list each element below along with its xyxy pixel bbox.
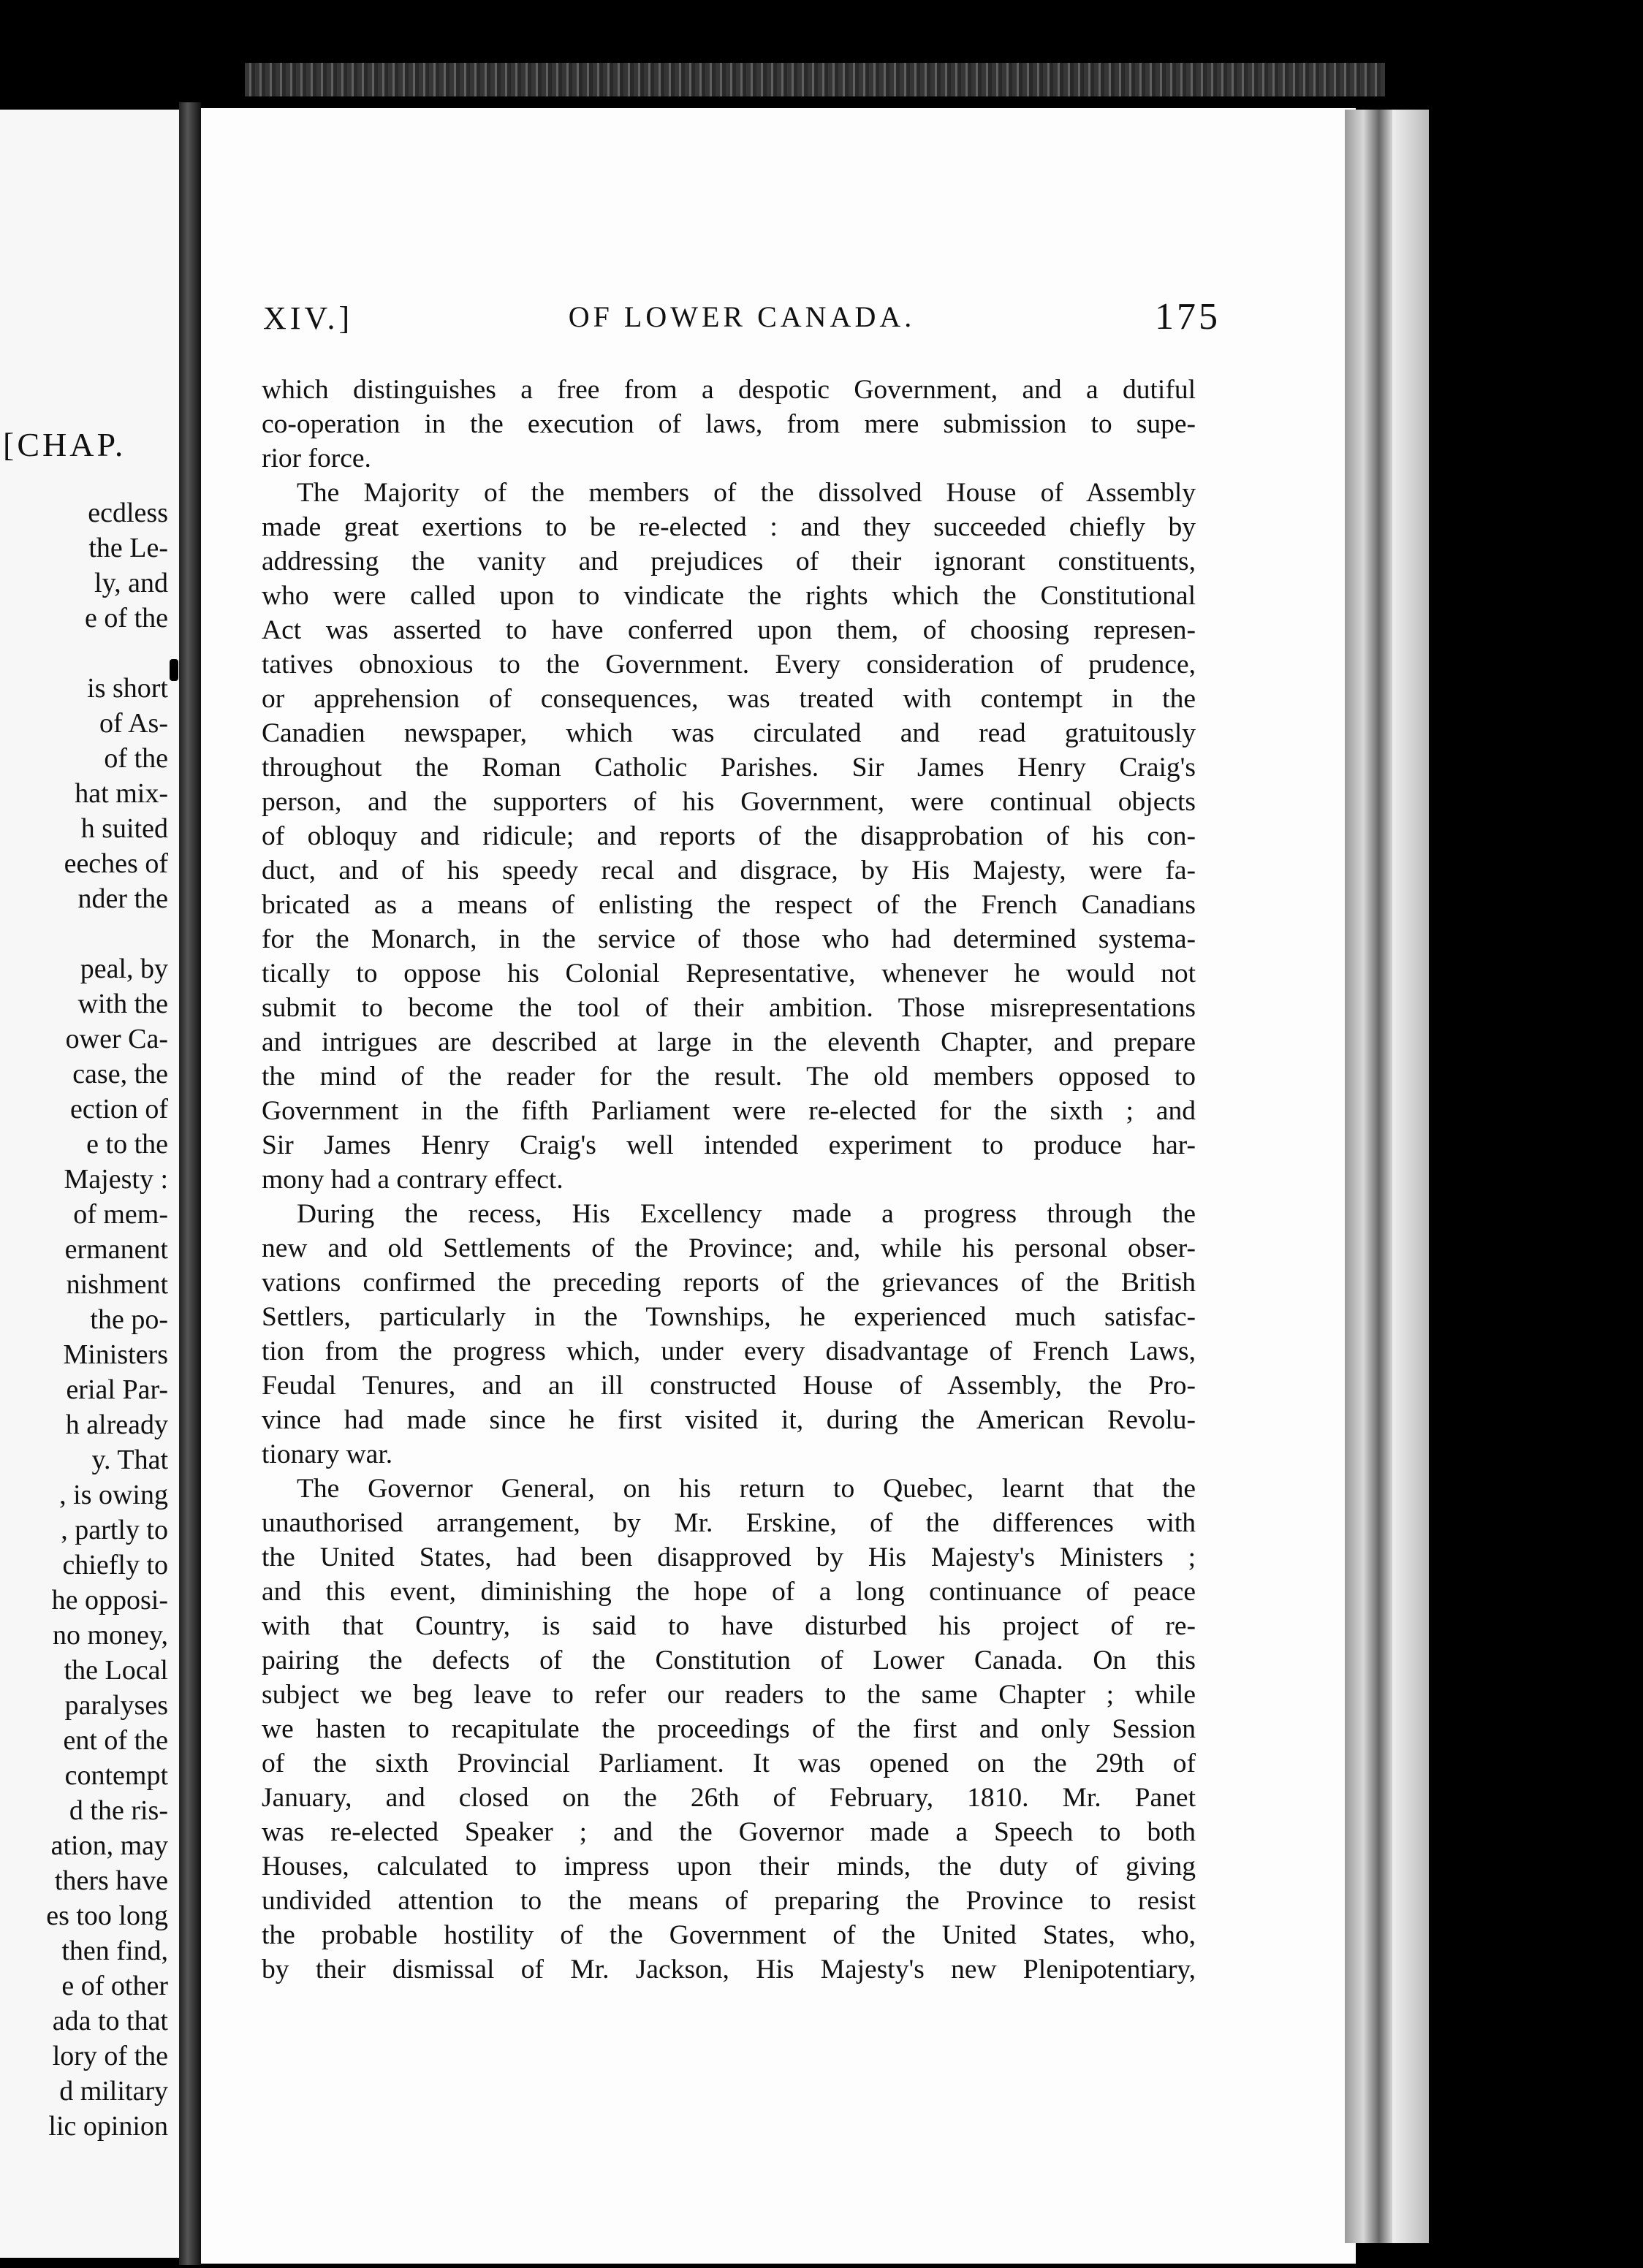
running-title: OF LOWER CANADA. bbox=[568, 300, 916, 333]
left-text-line: y. That bbox=[91, 1445, 168, 1475]
left-text-line: nishment bbox=[66, 1269, 168, 1300]
text-line: of obloquy and ridicule; and reports of the disapprobation of his con- bbox=[262, 821, 1196, 851]
text-line: Houses, calculated to impress upon their minds, the duty of giving bbox=[262, 1852, 1196, 1881]
left-page-text bbox=[0, 495, 168, 2144]
left-text-line: , partly to bbox=[61, 1515, 168, 1545]
left-page-header: [CHAP. bbox=[3, 426, 126, 463]
left-text-line: paralyses bbox=[64, 1690, 168, 1721]
body-text bbox=[262, 373, 1196, 1987]
left-text-line: ada to that bbox=[52, 2006, 168, 2036]
left-text-line: , is owing bbox=[59, 1480, 168, 1510]
page-edge-top bbox=[245, 63, 1385, 96]
left-text-line bbox=[0, 636, 168, 671]
text-line: undivided attention to the means of preparing the Province to resist bbox=[262, 1886, 1196, 1916]
left-text-line: is short bbox=[87, 673, 168, 704]
left-text-line: nder the bbox=[77, 883, 168, 914]
text-line: the United States, had been disapproved by His Majesty's Ministers ; bbox=[262, 1542, 1196, 1572]
left-text-line: e of the bbox=[85, 603, 168, 633]
text-line: Government in the fifth Parliament were re-elected for the sixth ; and bbox=[262, 1096, 1196, 1126]
left-text-line: the po- bbox=[90, 1304, 168, 1335]
text-line: bricated as a means of enlisting the respect of the French Canadians bbox=[262, 890, 1196, 920]
text-line: submit to become the tool of their ambition. Those misrepresentations bbox=[262, 993, 1196, 1023]
left-text-line: of the bbox=[104, 743, 168, 774]
left-text-line: ower Ca- bbox=[65, 1024, 168, 1054]
text-line: The Governor General, on his return to Quebec, learnt that the bbox=[297, 1474, 1196, 1504]
text-line: we hasten to recapitulate the proceedings of the first and only Session bbox=[262, 1714, 1196, 1744]
left-text-line: he opposi- bbox=[51, 1585, 168, 1616]
left-text-line: h suited bbox=[80, 813, 168, 844]
text-line: tionary war. bbox=[262, 1439, 393, 1469]
text-line: made great exertions to be re-elected : and they succeeded chiefly by bbox=[262, 512, 1196, 542]
left-text-line: e of other bbox=[61, 1971, 168, 2001]
left-text-line: lic opinion bbox=[48, 2111, 168, 2142]
left-text-line: chiefly to bbox=[62, 1550, 168, 1580]
left-text-line: eeches of bbox=[64, 848, 168, 879]
text-line: Act was asserted to have conferred upon them, of choosing represen- bbox=[262, 615, 1196, 645]
text-line: which distinguishes a free from a despotic Government, and a dutiful bbox=[262, 375, 1196, 405]
left-text-line: ent of the bbox=[63, 1725, 168, 1756]
text-line: unauthorised arrangement, by Mr. Erskine, of the differences with bbox=[262, 1508, 1196, 1538]
text-line: mony had a contrary effect. bbox=[262, 1165, 564, 1195]
left-text-line: Ministers bbox=[63, 1339, 168, 1370]
left-text-line: contempt bbox=[64, 1760, 168, 1791]
text-line: addressing the vanity and prejudices of their ignorant constituents, bbox=[262, 547, 1196, 576]
left-text-line: es too long bbox=[46, 1900, 168, 1931]
left-text-line: ection of bbox=[69, 1094, 168, 1125]
text-line: vations confirmed the preceding reports of the grievances of the British bbox=[262, 1268, 1196, 1298]
text-line: the mind of the reader for the result. The old members opposed to bbox=[262, 1062, 1196, 1092]
text-line: rior force. bbox=[262, 444, 371, 473]
left-text-line bbox=[0, 916, 168, 951]
ink-mark bbox=[170, 659, 178, 681]
left-text-line: case, the bbox=[72, 1059, 168, 1089]
left-text-line: erial Par- bbox=[66, 1374, 168, 1405]
text-line: or apprehension of consequences, was treated with contempt in the bbox=[262, 684, 1196, 714]
text-line: During the recess, His Excellency made a progress through the bbox=[297, 1199, 1196, 1229]
text-line: with that Country, is said to have disturbed his project of re- bbox=[262, 1611, 1196, 1641]
text-line: new and old Settlements of the Province; and, while his personal obser- bbox=[262, 1233, 1196, 1263]
left-text-line: ermanent bbox=[64, 1234, 168, 1265]
text-line: tatives obnoxious to the Government. Every consideration of prudence, bbox=[262, 650, 1196, 680]
text-line: throughout the Roman Catholic Parishes. Sir James Henry Craig's bbox=[262, 753, 1196, 783]
book-gutter bbox=[179, 102, 201, 2265]
text-line: was re-elected Speaker ; and the Governor made a Speech to both bbox=[262, 1817, 1196, 1847]
text-line: co-operation in the execution of laws, from mere submission to supe- bbox=[262, 409, 1196, 439]
left-text-line: e to the bbox=[86, 1129, 168, 1160]
text-line: Sir James Henry Craig's well intended experiment to produce har- bbox=[262, 1130, 1196, 1160]
text-line: tically to oppose his Colonial Representative, whenever he would not bbox=[262, 959, 1196, 989]
text-line: Canadien newspaper, which was circulated and read gratuitously bbox=[262, 718, 1196, 748]
text-line: tion from the progress which, under every disadvantage of French Laws, bbox=[262, 1336, 1196, 1366]
text-line: pairing the defects of the Constitution of Lower Canada. On this bbox=[262, 1645, 1196, 1675]
left-text-line: of As- bbox=[99, 708, 168, 739]
left-text-line: hat mix- bbox=[75, 778, 168, 809]
left-text-line: no money, bbox=[53, 1620, 168, 1651]
text-line: the probable hostility of the Government of the United States, who, bbox=[262, 1920, 1196, 1950]
left-text-line: with the bbox=[77, 989, 168, 1019]
text-line: subject we beg leave to refer our readers to the same Chapter ; while bbox=[262, 1680, 1196, 1710]
left-text-line: thers have bbox=[54, 1865, 168, 1896]
text-line: of the sixth Provincial Parliament. It was opened on the 29th of bbox=[262, 1748, 1196, 1778]
left-text-line: the Local bbox=[64, 1655, 168, 1686]
text-line: January, and closed on the 26th of February, 1810. Mr. Panet bbox=[262, 1783, 1196, 1813]
left-text-line: then find, bbox=[61, 1936, 168, 1966]
left-text-line: lory of the bbox=[52, 2041, 168, 2071]
text-line: person, and the supporters of his Government, were continual objects bbox=[262, 787, 1196, 817]
left-text-line: peal, by bbox=[80, 954, 168, 984]
left-text-line: the Le- bbox=[88, 533, 168, 563]
page-edges-outer bbox=[1392, 110, 1429, 2243]
text-line: and intrigues are described at large in the eleventh Chapter, and prepare bbox=[262, 1027, 1196, 1057]
text-line: Feudal Tenures, and an ill constructed House of Assembly, the Pro- bbox=[262, 1371, 1196, 1401]
page-number: 175 bbox=[1155, 296, 1221, 338]
left-text-line: ly, and bbox=[94, 568, 168, 598]
text-line: who were called upon to vindicate the rights which the Constitutional bbox=[262, 581, 1196, 611]
text-line: duct, and of his speedy recal and disgrace, by His Majesty, were fa- bbox=[262, 856, 1196, 886]
text-line: Settlers, particularly in the Townships, he experienced much satisfac- bbox=[262, 1302, 1196, 1332]
chapter-marker: XIV.] bbox=[263, 300, 354, 336]
text-line: vince had made since he first visited it, during the American Revolu- bbox=[262, 1405, 1196, 1435]
left-text-line: d the ris- bbox=[69, 1795, 168, 1826]
text-line: and this event, diminishing the hope of a long continuance of peace bbox=[262, 1577, 1196, 1607]
left-facing-page bbox=[0, 110, 183, 2258]
left-text-line: d military bbox=[59, 2076, 168, 2107]
left-text-line: of mem- bbox=[73, 1199, 168, 1230]
running-head bbox=[263, 296, 1221, 343]
left-text-line: ecdless bbox=[88, 498, 168, 528]
text-line: by their dismissal of Mr. Jackson, His Majesty's new Plenipotentiary, bbox=[262, 1955, 1196, 1984]
text-line: The Majority of the members of the dissolved House of Assembly bbox=[297, 478, 1196, 508]
text-line: for the Monarch, in the service of those who had determined systema- bbox=[262, 924, 1196, 954]
left-text-line: Majesty : bbox=[64, 1164, 168, 1195]
left-text-line: h already bbox=[65, 1409, 168, 1440]
left-text-line: ation, may bbox=[50, 1830, 168, 1861]
